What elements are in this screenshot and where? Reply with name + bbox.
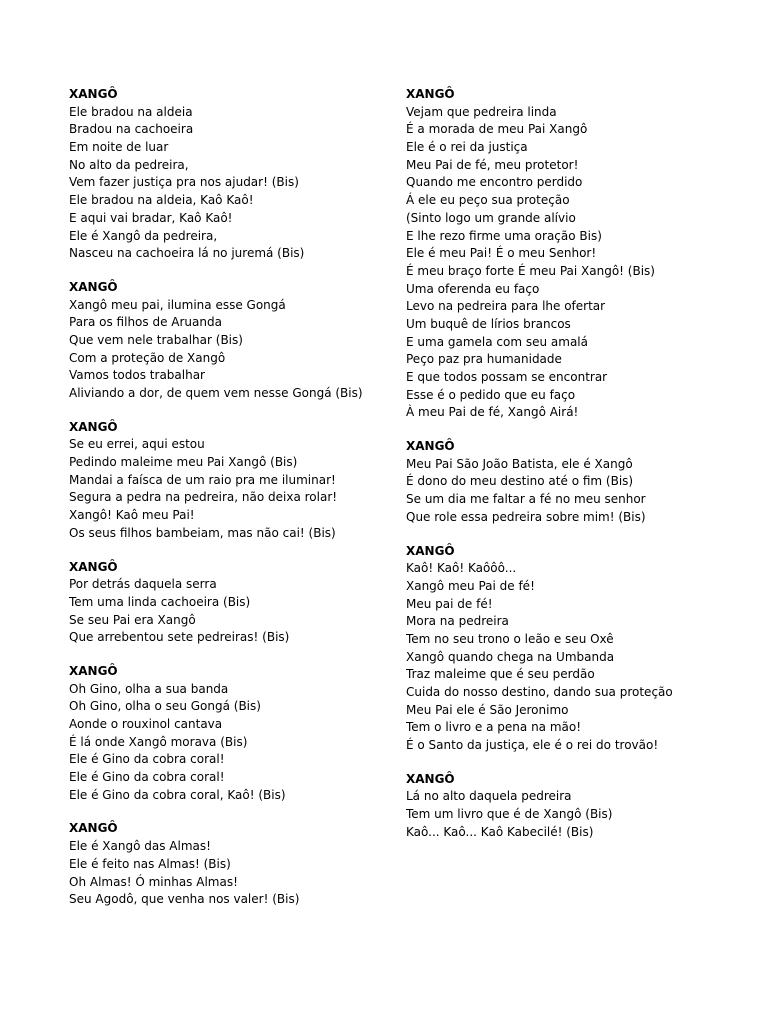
lyric-line: (Sinto logo um grande alívio: [406, 210, 576, 225]
lyric-line: Meu Pai São João Batista, ele é Xangô: [406, 456, 633, 471]
lyric-line: Pedindo maleime meu Pai Xangô (Bis): [69, 455, 298, 470]
lyric-line: Oh Gino, olha a sua banda: [69, 681, 229, 696]
lyric-line: Segura a pedra na pedreira, não deixa rolar!: [69, 490, 338, 505]
lyric-line: Tem no seu trono o leão e seu Oxê: [406, 631, 614, 646]
lyric-line: Seu Agodô, que venha nos valer! (Bis): [69, 892, 300, 907]
lyric-line: Aliviando a dor, de quem vem nesse Gongá (Bis): [69, 386, 363, 400]
song-stanza: [406, 86, 726, 422]
song-stanza: [69, 820, 389, 908]
song-title: XANGÔ: [406, 543, 455, 558]
lyric-line: Se um dia me faltar a fé no meu senhor: [406, 492, 646, 507]
lyric-line: Xangô meu pai, ilumina esse Gongá: [69, 297, 286, 312]
lyric-line: Xangô quando chega na Umbanda: [406, 649, 615, 664]
lyric-line: Que vem nele trabalhar (Bis): [69, 332, 243, 347]
right-column: [406, 86, 726, 858]
lyric-line: E que todos possam se encontrar: [406, 370, 608, 384]
song-title: XANGÔ: [406, 439, 455, 454]
song-stanza: [69, 86, 389, 263]
lyric-line: Que arrebentou sete pedreiras! (Bis): [69, 630, 290, 645]
lyric-line: Ele é Xangô da pedreira,: [69, 228, 218, 243]
song-title: XANGÔ: [69, 279, 118, 294]
lyric-line: E lhe rezo firme uma oração Bis): [406, 228, 602, 243]
lyric-line: Traz maleime que é seu perdão: [406, 667, 595, 682]
lyric-line: Ele é Xangô das Almas!: [69, 839, 211, 854]
lyric-line: Um buquê de lírios brancos: [406, 316, 571, 331]
song-stanza: [406, 438, 726, 526]
lyric-line: Ele é feito nas Almas! (Bis): [69, 856, 231, 871]
lyric-line: Vamos todos trabalhar: [69, 368, 205, 383]
song-title: XANGÔ: [69, 559, 118, 574]
lyric-line: Por detrás daquela serra: [69, 577, 217, 592]
lyric-line: Oh Almas! Ó minhas Almas!: [69, 874, 238, 889]
lyric-line: Xangô meu Pai de fé!: [406, 578, 535, 593]
lyric-line: Meu Pai de fé, meu protetor!: [406, 157, 579, 172]
lyric-line: E aqui vai bradar, Kaô Kaô!: [69, 210, 233, 225]
lyric-line: Ele é Gino da cobra coral!: [69, 752, 225, 767]
lyric-line: É lá onde Xangô morava (Bis): [69, 734, 248, 749]
song-stanza: [406, 543, 726, 755]
lyric-line: Tem uma linda cachoeira (Bis): [69, 594, 251, 609]
lyric-line: Mandai a faísca de um raio pra me iluminar!: [69, 472, 336, 487]
song-stanza: [69, 663, 389, 805]
song-stanza: [406, 771, 726, 842]
song-stanza: [69, 279, 389, 403]
lyric-line: Vem fazer justiça pra nos ajudar! (Bis): [69, 175, 299, 190]
lyric-line: Os seus filhos bambeiam, mas não cai! (Bis): [69, 525, 336, 540]
lyric-line: Oh Gino, olha o seu Gongá (Bis): [69, 699, 261, 714]
lyric-line: E uma gamela com seu amalá: [406, 334, 588, 349]
lyric-line: Nasceu na cachoeira lá no juremá (Bis): [69, 246, 305, 261]
lyric-line: Peço paz pra humanidade: [406, 352, 562, 367]
lyric-line: Kaô... Kaô... Kaô Kabecilé! (Bis): [406, 824, 594, 839]
lyric-line: Cuida do nosso destino, dando sua proteção: [406, 685, 673, 699]
lyric-line: Com a proteção de Xangô: [69, 350, 226, 365]
lyric-line: Levo na pedreira para lhe ofertar: [406, 299, 606, 314]
lyric-line: À meu Pai de fé, Xangô Airá!: [406, 405, 579, 420]
lyric-line: No alto da pedreira,: [69, 157, 189, 172]
lyric-line: Esse é o pedido que eu faço: [406, 387, 576, 402]
lyric-line: Para os filhos de Aruanda: [69, 315, 222, 330]
song-title: XANGÔ: [69, 419, 118, 434]
lyric-line: Ele é meu Pai! É o meu Senhor!: [406, 246, 597, 261]
lyric-line: Xangô! Kaô meu Pai!: [69, 508, 195, 523]
lyric-line: Meu pai de fé!: [406, 596, 493, 611]
lyric-line: Tem o livro e a pena na mão!: [406, 720, 582, 735]
lyric-line: É dono do meu destino até o fim (Bis): [406, 474, 634, 489]
song-title: XANGÔ: [406, 87, 455, 101]
lyric-line: Bradou na cachoeira: [69, 122, 194, 137]
left-column: [69, 86, 389, 925]
lyric-line: Se seu Pai era Xangô: [69, 612, 196, 627]
lyric-line: Ele bradou na aldeia: [69, 104, 193, 119]
lyric-line: Uma oferenda eu faço: [406, 281, 540, 296]
lyric-line: Ele é o rei da justiça: [406, 140, 528, 155]
song-stanza: [69, 559, 389, 647]
song-title: XANGÔ: [69, 87, 118, 101]
lyric-line: Vejam que pedreira linda: [406, 104, 557, 119]
lyric-line: Meu Pai ele é São Jeronimo: [406, 702, 569, 717]
lyric-line: Mora na pedreira: [406, 614, 509, 629]
lyric-line: Lá no alto daquela pedreira: [406, 789, 572, 804]
song-title: XANGÔ: [69, 663, 118, 678]
lyric-line: Se eu errei, aqui estou: [69, 437, 205, 452]
lyric-line: Ele é Gino da cobra coral!: [69, 770, 225, 785]
lyric-line: Quando me encontro perdido: [406, 175, 583, 190]
lyric-line: Em noite de luar: [69, 140, 169, 155]
lyric-line: Ele é Gino da cobra coral, Kaô! (Bis): [69, 787, 286, 802]
lyric-line: É o Santo da justiça, ele é o rei do trovão!: [406, 738, 659, 753]
lyric-line: Tem um livro que é de Xangô (Bis): [406, 807, 613, 822]
song-title: XANGÔ: [69, 821, 118, 836]
lyric-line: Que role essa pedreira sobre mim! (Bis): [406, 509, 646, 524]
lyric-line: É meu braço forte É meu Pai Xangô! (Bis): [406, 263, 655, 278]
lyric-line: É a morada de meu Pai Xangô: [406, 122, 588, 137]
song-stanza: [69, 419, 389, 543]
lyric-line: Aonde o rouxinol cantava: [69, 717, 223, 731]
song-title: XANGÔ: [406, 771, 455, 786]
lyric-line: Ele bradou na aldeia, Kaô Kaô!: [69, 193, 254, 208]
lyric-line: Á ele eu peço sua proteção: [406, 193, 570, 208]
lyric-line: Kaô! Kaô! Kaôôô...: [406, 561, 517, 576]
